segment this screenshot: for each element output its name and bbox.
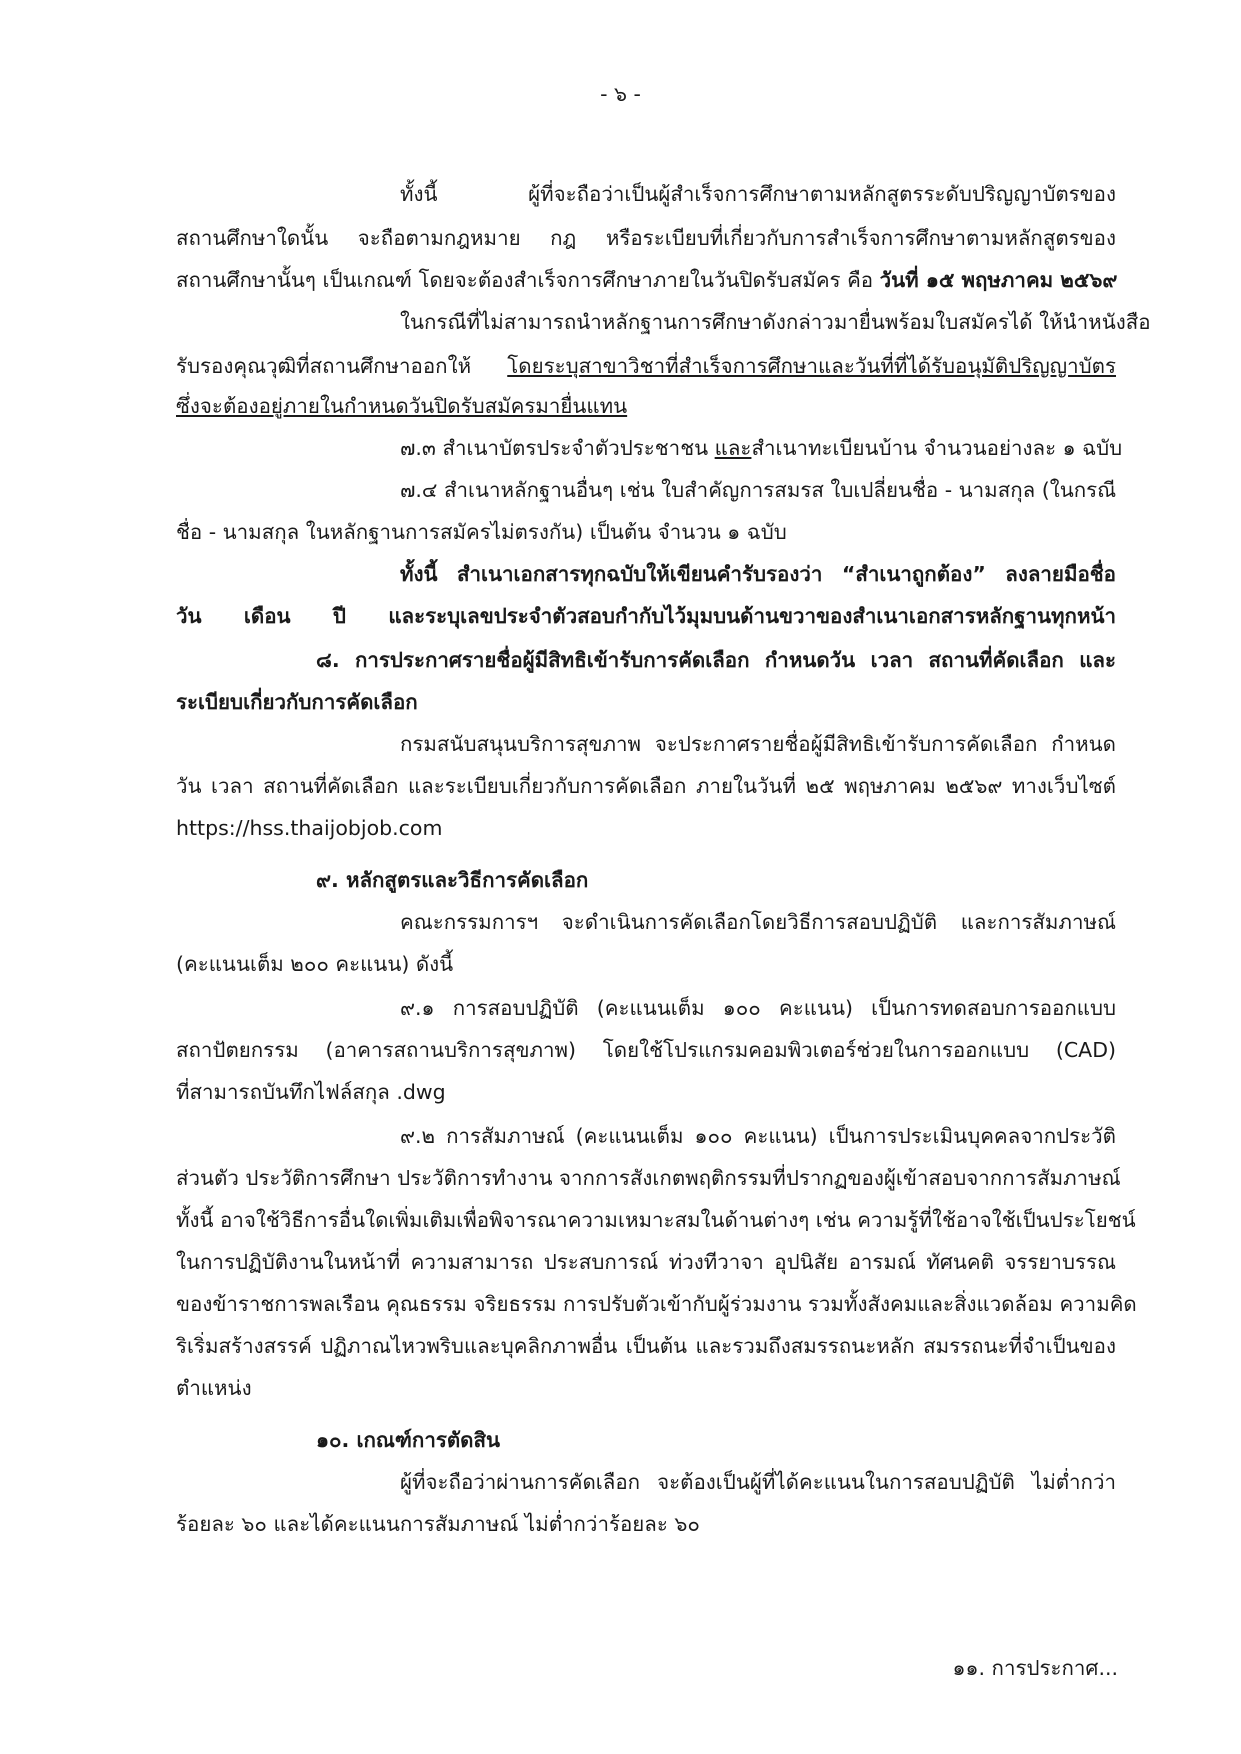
para2-line1: ในกรณีที่ไม่สามารถนำหลักฐานการศึกษาดังกล่าวมายื่นพร้อมใบสมัครได้ ให้นำหนังสือ	[400, 310, 1151, 334]
section9-line1: คณะกรรมการฯ จะดำเนินการคัดเลือกโดยวิธีการสอบปฏิบัติ และการสัมภาษณ์	[400, 910, 1116, 934]
para2-underlined: โดยระบุสาขาวิชาที่สำเร็จการศึกษาและวันที่ที่ได้รับอนุมัติปริญญาบัตร	[507, 354, 1116, 378]
section9-heading: ๙. หลักสูตรและวิธีการคัดเลือก	[316, 868, 589, 892]
page-number: - ๖ -	[600, 82, 641, 106]
note-line2: วัน เดือน ปี และระบุเลขประจำตัวสอบกำกับไว้มุมบนด้านขวาของสำเนาเอกสารหลักฐานทุกหน้า	[176, 604, 1116, 628]
para1-line1: ทั้งนี้ ผู้ที่จะถือว่าเป็นผู้สำเร็จการศึกษาตามหลักสูตรระดับปริญญาบัตรของ	[400, 182, 1116, 206]
section10-line2: ร้อยละ ๖๐ และได้คะแนนการสัมภาษณ์ ไม่ต่ำกว่าร้อยละ ๖๐	[176, 1512, 700, 1536]
item-7-3-c: สำเนาทะเบียนบ้าน จำนวนอย่างละ ๑ ฉบับ	[751, 436, 1123, 460]
section9-1-line1: ๙.๑ การสอบปฏิบัติ (คะแนนเต็ม ๑๐๐ คะแนน) เป็นการทดสอบการออกแบบ	[400, 996, 1116, 1020]
item-7-4-line1: ๗.๔ สำเนาหลักฐานอื่นๆ เช่น ใบสำคัญการสมรส ใบเปลี่ยนชื่อ - นามสกุล (ในกรณี	[400, 478, 1117, 502]
section8-heading-line1: ๘. การประกาศรายชื่อผู้มีสิทธิเข้ารับการคัดเลือก กำหนดวัน เวลา สถานที่คัดเลือก และ	[316, 648, 1116, 672]
section9-2-line6: ริเริ่มสร้างสรรค์ ปฏิภาณไหวพริบและบุคลิกภาพอื่น เป็นต้น และรวมถึงสมรรถนะหลัก สมรรถนะที่จำเป็นของ	[176, 1334, 1116, 1358]
para1-line3-text: สถานศึกษานั้นๆ เป็นเกณฑ์ โดยจะต้องสำเร็จการศึกษาภายในวันปิดรับสมัคร คือ	[176, 268, 880, 292]
section9-1-line3: ที่สามารถบันทึกไฟล์สกุล .dwg	[176, 1080, 446, 1104]
note-line1: ทั้งนี้ สำเนาเอกสารทุกฉบับให้เขียนคำรับรองว่า “สำเนาถูกต้อง” ลงลายมือชื่อ	[400, 562, 1116, 586]
website-url: https://hss.thaijobjob.com	[176, 816, 443, 840]
para2-line2	[176, 348, 1116, 384]
section8-heading-line2: ระเบียบเกี่ยวกับการคัดเลือก	[176, 690, 418, 714]
section10-heading: ๑๐. เกณฑ์การตัดสิน	[316, 1428, 500, 1452]
continuation-footer: ๑๑. การประกาศ...	[952, 1656, 1118, 1680]
item-7-3	[400, 430, 1123, 466]
section9-2-line1: ๙.๒ การสัมภาษณ์ (คะแนนเต็ม ๑๐๐ คะแนน) เป็นการประเมินบุคคลจากประวัติ	[400, 1124, 1116, 1148]
item-7-3-and: และ	[714, 436, 752, 460]
para2-line2-text: รับรองคุณวุฒิที่สถานศึกษาออกให้	[176, 354, 508, 378]
item-7-3-a: ๗.๓ สำเนาบัตรประจำตัวประชาชน	[400, 436, 715, 460]
section9-2-line7: ตำแหน่ง	[176, 1376, 252, 1400]
section9-2-line2: ส่วนตัว ประวัติการศึกษา ประวัติการทำงาน จากการสังเกตพฤติกรรมที่ปรากฏของผู้เข้าสอบจากการสัมภาษณ์	[176, 1166, 1121, 1190]
item-7-4-line2: ชื่อ - นามสกุล ในหลักฐานการสมัครไม่ตรงกัน) เป็นต้น จำนวน ๑ ฉบับ	[176, 520, 787, 544]
para2-line3: ซึ่งจะต้องอยู่ภายในกำหนดวันปิดรับสมัครมายื่นแทน	[176, 394, 628, 418]
section8-line1: กรมสนับสนุนบริการสุขภาพ จะประกาศรายชื่อผู้มีสิทธิเข้ารับการคัดเลือก กำหนด	[400, 732, 1116, 756]
para1-line3	[176, 262, 1116, 298]
section8-line2: วัน เวลา สถานที่คัดเลือก และระเบียบเกี่ยวกับการคัดเลือก ภายในวันที่ ๒๕ พฤษภาคม ๒๕๖๙ ทางเว็บไซต์	[176, 774, 1116, 798]
para1-line2: สถานศึกษาใดนั้น จะถือตามกฎหมาย กฎ หรือระเบียบที่เกี่ยวกับการสำเร็จการศึกษาตามหลักสูตรของ	[176, 226, 1116, 250]
section9-line2: (คะแนนเต็ม ๒๐๐ คะแนน) ดังนี้	[176, 952, 454, 976]
section10-line1: ผู้ที่จะถือว่าผ่านการคัดเลือก จะต้องเป็นผู้ที่ได้คะแนนในการสอบปฏิบัติ ไม่ต่ำกว่า	[400, 1470, 1116, 1494]
section9-2-line5: ของข้าราชการพลเรือน คุณธรรม จริยธรรม การปรับตัวเข้ากับผู้ร่วมงาน รวมทั้งสังคมและสิ่งแวดล้อม ความคิด	[176, 1292, 1137, 1316]
closing-date: วันที่ ๑๕ พฤษภาคม ๒๕๖๙	[879, 268, 1118, 292]
section9-2-line4: ในการปฏิบัติงานในหน้าที่ ความสามารถ ประสบการณ์ ท่วงทีวาจา อุปนิสัย อารมณ์ ทัศนคติ จรรยาบรรณ	[176, 1250, 1116, 1274]
section9-1-line2: สถาปัตยกรรม (อาคารสถานบริการสุขภาพ) โดยใช้โปรแกรมคอมพิวเตอร์ช่วยในการออกแบบ (CAD)	[176, 1038, 1116, 1062]
section9-2-line3: ทั้งนี้ อาจใช้วิธีการอื่นใดเพิ่มเติมเพื่อพิจารณาความเหมาะสมในด้านต่างๆ เช่น ความรู้ที่ใช้อาจใช้เป็นประโยชน์	[176, 1208, 1136, 1232]
